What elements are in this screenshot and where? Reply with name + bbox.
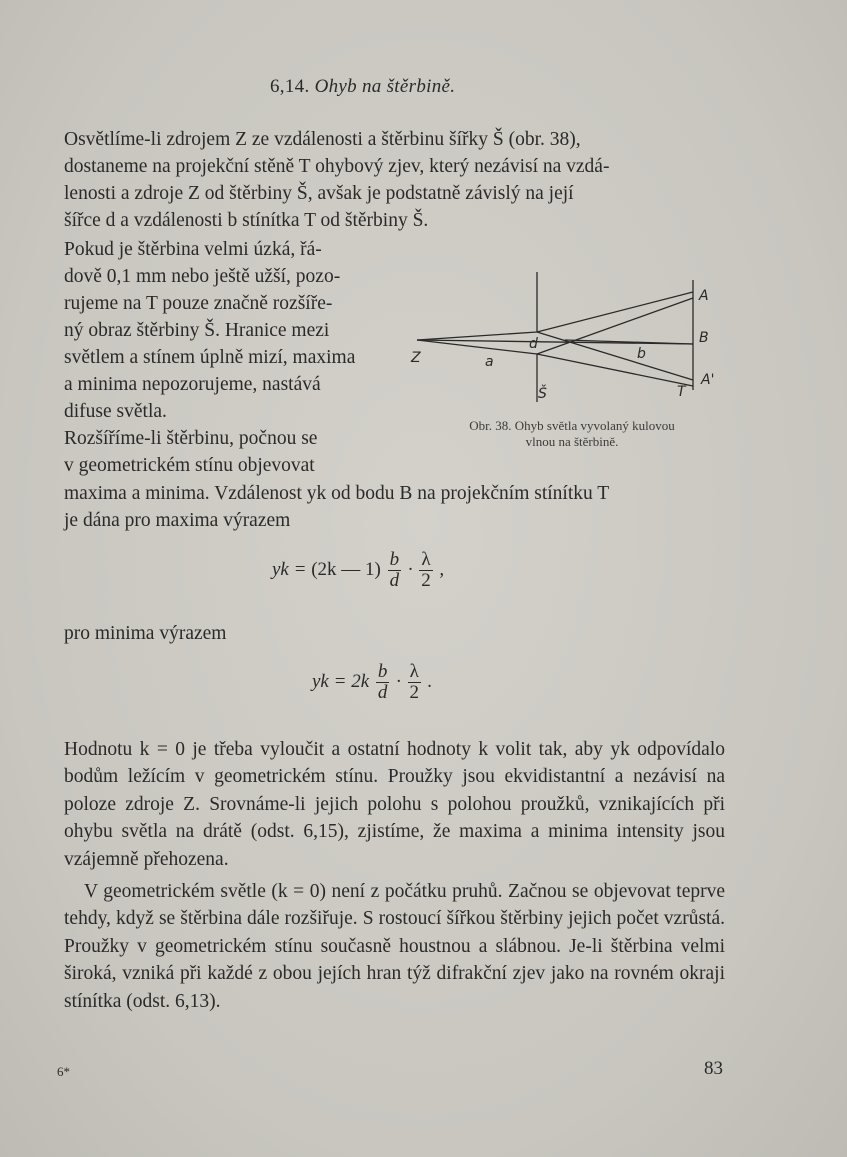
numerator: λ <box>409 661 419 682</box>
label-d: d <box>529 336 538 352</box>
axis-line <box>417 340 693 344</box>
text-line: ný obraz štěrbiny Š. Hranice mezi <box>64 320 330 341</box>
text-line: rujeme na T pouze značně rozšíře- <box>64 293 333 314</box>
paragraph-text: V geometrickém světle (k = 0) není z počátku pruhů. Začnou se objevovat teprve tehdy, když se štěrbina dále rozšiřuje. S rostoucí šířkou štěrbiny jejich počet vzrůstá. Proužky v geometrickém stínu současně houstnou a slábnou. Je-li štěrbina velmi široká, vzniká při každé z obou jejích hran týž difrakční zjev jako na rovném okraji stínítka (odst. 6,13). <box>64 881 725 1012</box>
label-b: b <box>637 346 646 362</box>
minima-label: pro minima výrazem <box>64 623 227 644</box>
text-line: světlem a stínem úplně mizí, maxima <box>64 347 356 368</box>
fraction-b-over-d <box>376 662 390 703</box>
text-line: Pokud je štěrbina velmi úzká, řá- <box>64 239 322 260</box>
equation-maxima <box>272 550 444 591</box>
numerator: b <box>389 549 400 570</box>
text-line: difuse světla. <box>64 401 167 422</box>
text-line: dově 0,1 mm nebo ještě užší, pozo- <box>64 266 341 287</box>
eq-lhs: yk = <box>312 670 347 692</box>
numerator: λ <box>421 549 431 570</box>
printer-signature: 6* <box>57 1064 70 1079</box>
eq-lhs: yk = <box>272 558 307 580</box>
punctuation: , <box>439 558 445 580</box>
diffraction-figure <box>405 262 735 412</box>
paragraph-k-values <box>64 736 725 873</box>
paragraph-geometric-light <box>64 878 725 1015</box>
ray <box>417 332 537 340</box>
label-A-prime: A' <box>701 372 715 388</box>
eq-factor: (2k — 1) <box>311 558 381 580</box>
figure-caption <box>412 418 732 450</box>
denominator: 2 <box>421 570 431 591</box>
text-line: Rozšíříme-li štěrbinu, počnou se <box>64 428 318 449</box>
label-S: Š <box>538 386 547 402</box>
label-B: B <box>699 330 709 346</box>
text-line: a minima nepozorujeme, nastává <box>64 374 321 395</box>
text-line: maxima a minima. Vzdálenost yk od bodu B na projekčním stínítku T <box>64 483 610 504</box>
fraction-b-over-d <box>388 550 402 591</box>
label-Z: Z <box>411 350 421 366</box>
denominator: 2 <box>409 682 419 703</box>
fraction-lambda-over-2 <box>419 550 432 591</box>
label-A: A <box>699 288 709 304</box>
ray <box>537 354 693 386</box>
text-line: je dána pro maxima výrazem <box>64 510 291 531</box>
intro-line: Osvětlíme-li zdrojem Z ze vzdálenosti a štěrbinu šířky Š (obr. 38), <box>64 129 581 150</box>
section-number: 6,14. <box>270 76 310 97</box>
label-a: a <box>485 354 494 370</box>
dot-operator: · <box>396 670 401 692</box>
fraction-lambda-over-2 <box>408 662 421 703</box>
label-T: T <box>677 384 686 400</box>
section-header <box>270 76 455 98</box>
eq-factor: 2k <box>351 670 370 692</box>
caption-line: Obr. 38. Ohyb světla vyvolaný kulovou <box>469 418 675 433</box>
paragraph-text: Hodnotu k = 0 je třeba vyloučit a ostatní hodnoty k volit tak, aby yk odpovídalo bodům ležícím v geometrickém stínu. Proužky jsou ekvidistantní a nezávisí na poloze zdroje Z. Srovnáme-li jejich polohu s polohou proužků, vznikajících při ohybu světla na drátě (odst. 6,15), zjistíme, že maxima a minima intensity jsou vzájemně přehozena. <box>64 739 725 870</box>
text-line: v geometrickém stínu objevovat <box>64 455 315 476</box>
intro-line: lenosti a zdroje Z od štěrbiny Š, avšak je podstatně závislý na její <box>64 183 574 204</box>
equation-minima <box>312 662 432 703</box>
denominator: d <box>389 570 400 591</box>
intro-line: dostaneme na projekční stěně T ohybový zjev, který nezávisí na vzdá- <box>64 156 610 177</box>
section-title: Ohyb na štěrbině. <box>314 76 456 97</box>
intro-line: šířce d a vzdálenosti b stínítka T od štěrbiny Š. <box>64 210 429 231</box>
page-number: 83 <box>704 1058 723 1079</box>
punctuation: . <box>427 670 433 692</box>
ray <box>537 332 693 380</box>
dot-operator: · <box>407 558 413 580</box>
denominator: d <box>377 682 388 703</box>
caption-line: vlnou na štěrbině. <box>525 434 619 449</box>
numerator: b <box>377 661 388 682</box>
